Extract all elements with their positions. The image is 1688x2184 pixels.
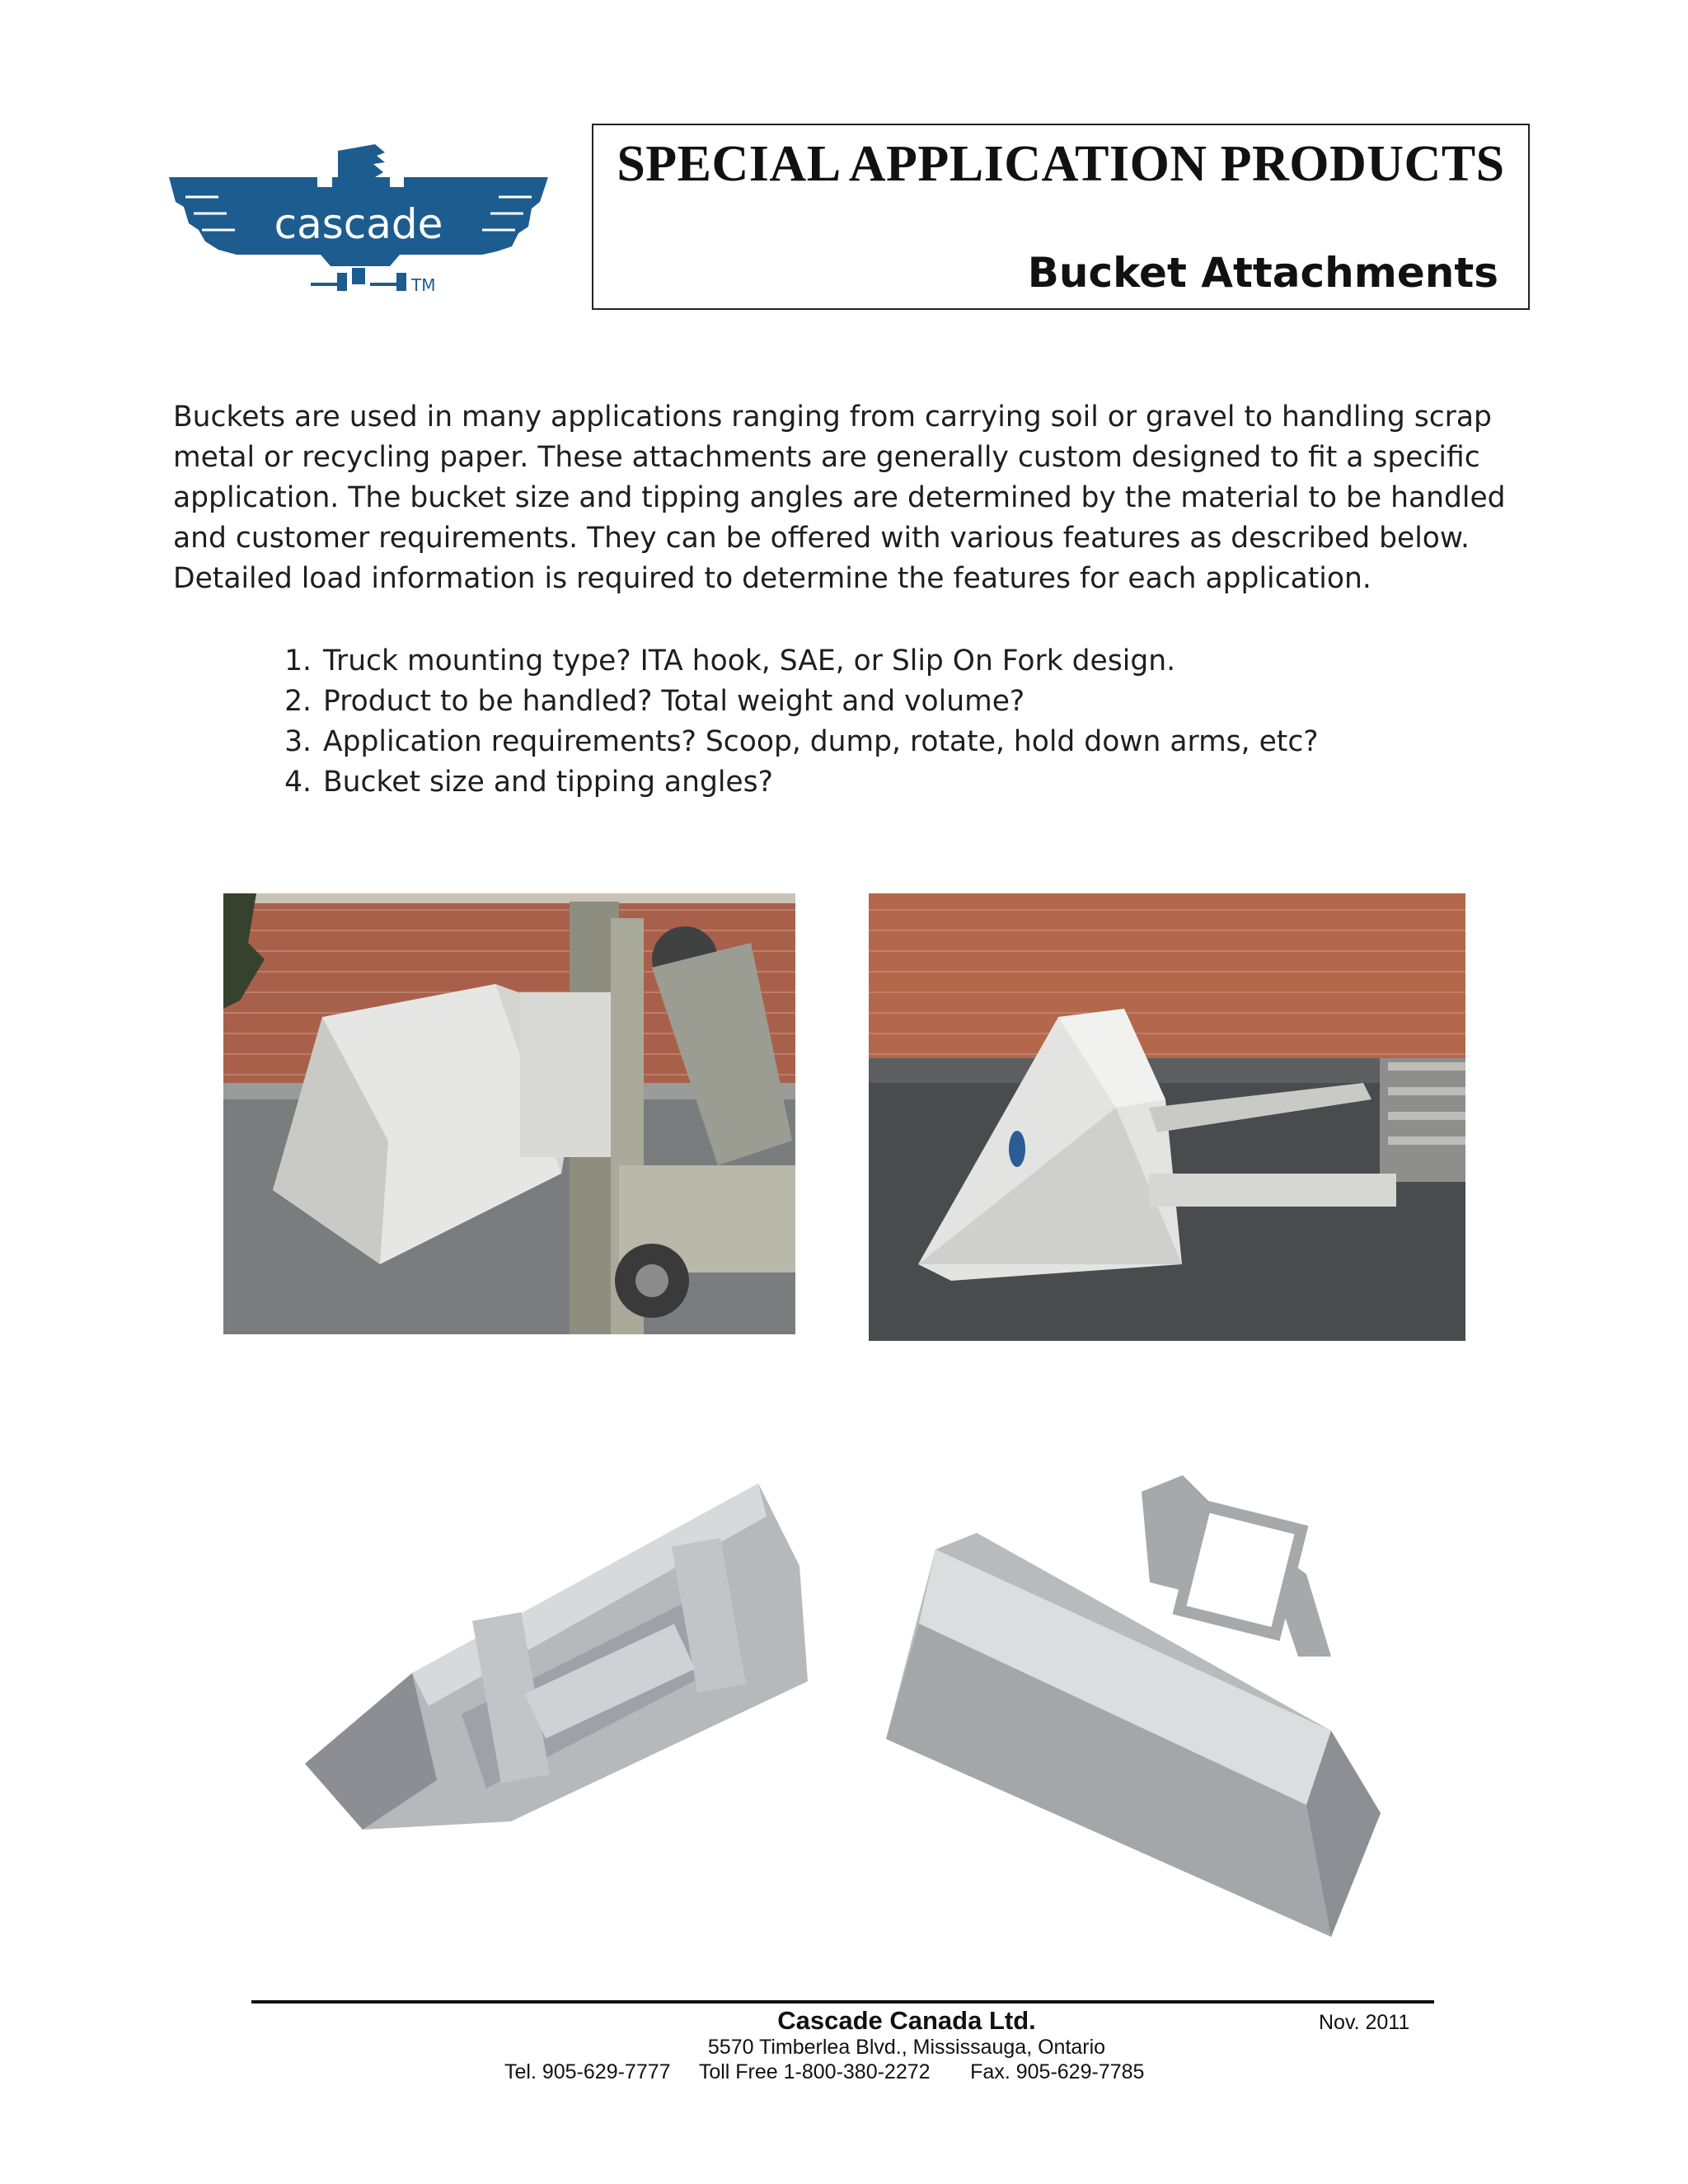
- footer-company: Cascade Canada Ltd.: [777, 2006, 1036, 2035]
- list-text: Application requirements? Scoop, dump, rotate, hold down arms, etc?: [323, 725, 1319, 758]
- footer-contact: Tel. 905-629-7777 Toll Free 1-800-380-2272 Fax. 905-629-7785: [504, 2060, 1145, 2083]
- intro-paragraph: Buckets are used in many applications ranging from carrying soil or gravel to handling scrap metal or recycling paper. These attachments are generally custom designed to fit a specific application. The bucket size and tipping angles are determined by the material to be handled and customer requirements. They can be offered with various features as described below. Detailed load information is required to determine the features for each application.: [173, 401, 1506, 595]
- list-text: Product to be handled? Total weight and volume?: [323, 685, 1025, 718]
- list-text: Truck mounting type? ITA hook, SAE, or Slip On Fork design.: [323, 644, 1176, 677]
- requirements-list: [264, 641, 1319, 803]
- bucket-render-rear: [297, 1467, 816, 1830]
- list-number: 4.: [284, 766, 312, 799]
- list-number: 1.: [284, 644, 312, 677]
- list-item: [264, 722, 1319, 762]
- ground-bucket-photo: [869, 893, 1465, 1341]
- cascade-logo-graphic: [169, 144, 548, 297]
- footer-date: Nov. 2011: [1319, 2011, 1410, 2034]
- list-item: [264, 762, 1319, 803]
- list-number: 3.: [284, 725, 312, 758]
- header-box: [592, 124, 1530, 310]
- logo-wordmark: cascade: [274, 200, 443, 248]
- footer-divider: [251, 2000, 1434, 2004]
- page-subtitle: Bucket Attachments: [1027, 249, 1498, 297]
- list-number: 2.: [284, 685, 312, 718]
- list-text: Bucket size and tipping angles?: [323, 766, 773, 799]
- bucket-render-front: [870, 1459, 1389, 1945]
- list-item: [264, 682, 1319, 722]
- footer-address: 5570 Timberlea Blvd., Mississauga, Ontario: [707, 2036, 1106, 2059]
- forklift-bucket-photo: [223, 893, 795, 1334]
- page-title: SPECIAL APPLICATION PRODUCTS: [617, 136, 1505, 192]
- list-item: [264, 641, 1319, 682]
- cascade-logo: [169, 144, 548, 297]
- logo-tm: TM: [411, 275, 436, 295]
